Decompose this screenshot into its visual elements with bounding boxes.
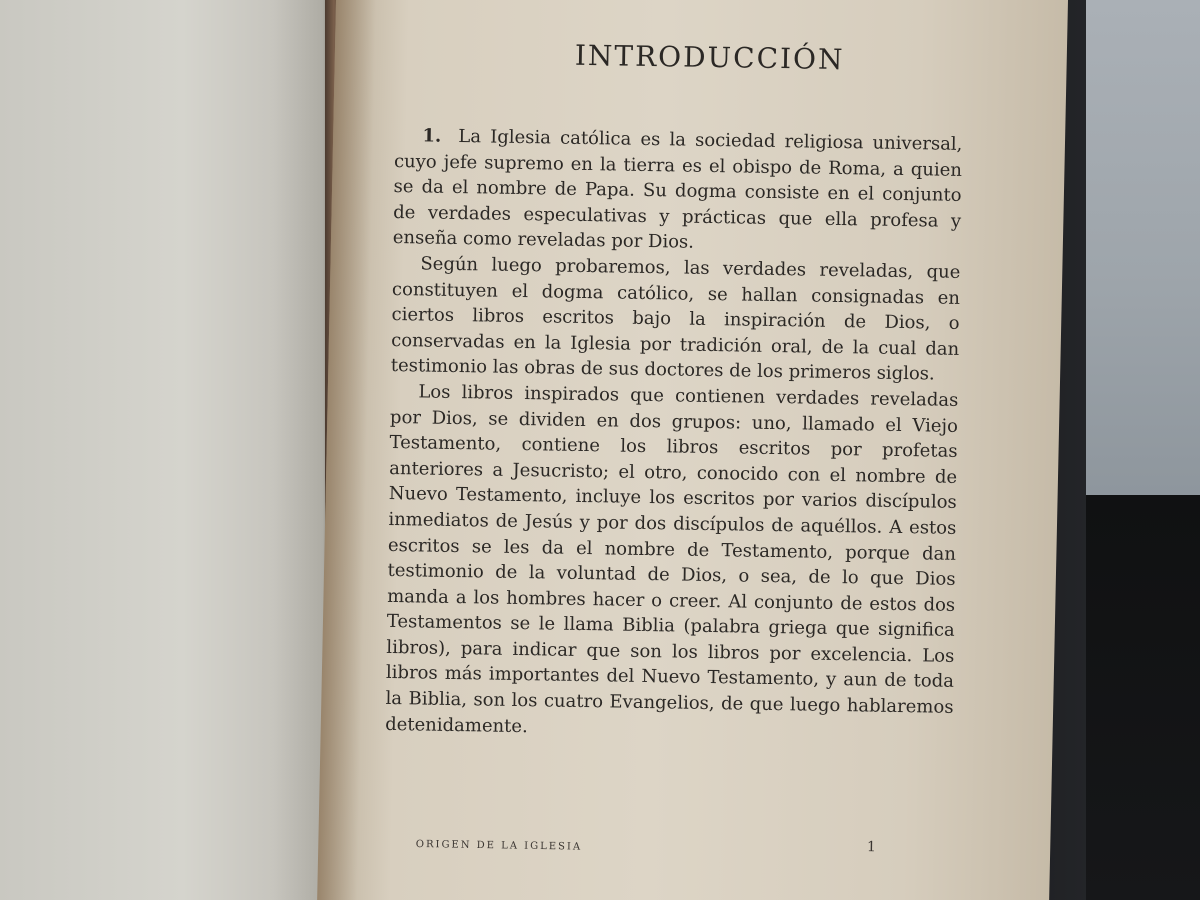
background-shadow [1086,495,1200,900]
left-page [0,0,333,900]
paragraph-1 [393,123,963,260]
background-wall [1086,0,1200,495]
page-text-block [385,36,964,746]
paragraph-2: Según luego probaremos, las verdades reveladas, que constituyen el dogma católico, se hallan consignadas en ciertos libros escritos bajo la inspiración de Dios, o conservadas en la Iglesia por tradición oral, de la cual dan testimonio las obras de sus doctores de los primeros siglos. [390,253,961,385]
running-head: ORIGEN DE LA IGLESIA [415,838,583,853]
paragraph-number: 1. [422,125,442,147]
paragraph-1-text: La Iglesia católica es la sociedad religiosa universal, cuyo jefe supremo en la tierra es el obispo de Roma, a quien se da el nombre de Papa. Su dogma consiste en el conjunto de verdades especulativas y prácticas que ella profesa y enseña como reveladas por Dios. [392,125,963,254]
paragraph-3: Los libros inspirados que contienen verdades reveladas por Dios, se dividen en dos grupos: uno, llamado el Viejo Testamento, contiene los libros escritos por profetas anteriores a Jesucristo; el otro, conocido con el nombre de Nuevo Testamento, incluye los escritos por varios discípulos inmediatos de Jesús y por dos discípulos de aquéllos. A estos escritos se les da el nombre de Testamento, porque dan testimonio de la voluntad de Dios, o sea, de lo que Dios manda a los hombres hacer o creer. Al conjunto de estos dos Testamentos se le llama Biblia (palabra griega que significa libros), para indicar que son los libros por excelencia. Los libros más importantes del Nuevo Testamento, y aun de toda la Biblia, son los cuatro Evangelios, de que luego hablaremos detenidamente. [385,381,959,737]
page-title: INTRODUCCIÓN [574,38,845,77]
page-number: 1 [866,839,876,856]
